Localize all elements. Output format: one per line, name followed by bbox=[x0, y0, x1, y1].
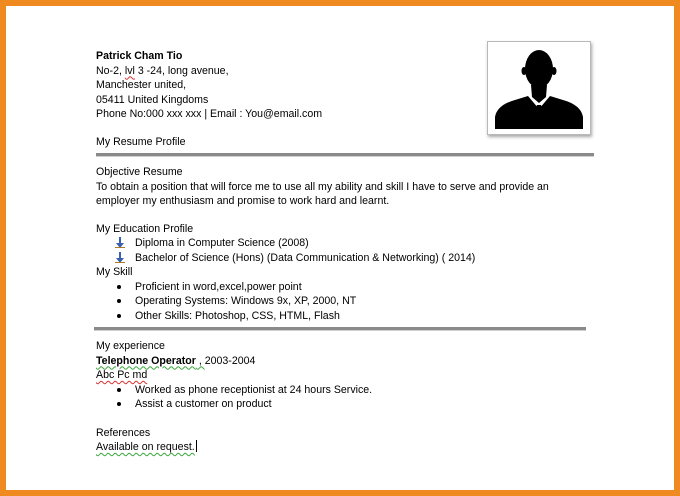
address-lvl: lvl bbox=[124, 64, 135, 77]
education-heading: My Education Profile bbox=[96, 222, 194, 235]
address-suffix: 3 -24, long avenue, bbox=[134, 64, 229, 77]
resume-profile-heading: My Resume Profile bbox=[96, 135, 186, 148]
list-item bbox=[96, 236, 656, 251]
arrow-bullet-icon bbox=[115, 237, 125, 248]
references-text: Available on request. bbox=[96, 441, 195, 453]
list-item bbox=[96, 397, 656, 412]
skill-list bbox=[96, 280, 656, 324]
skill-item-label: Other Skills: Photoshop, CSS, HTML, Flash bbox=[135, 309, 340, 322]
list-item bbox=[96, 294, 656, 309]
skill-item-label: Operating Systems: Windows 9x, XP, 2000, NT bbox=[135, 295, 357, 307]
skill-item-label: Proficient in word,excel,power point bbox=[135, 280, 302, 293]
phone-email: Phone No:000 xxx xxx | Email : You@email.com bbox=[96, 108, 323, 120]
job-separator: , bbox=[195, 354, 205, 367]
education-item-label: Diploma in Computer Science (2008) bbox=[135, 237, 309, 249]
list-item bbox=[96, 383, 656, 398]
job-years: 2003-2004 bbox=[204, 354, 256, 367]
objective-text: To obtain a position that will force me to use all my ability and skill I have to serve and provide an employer my enthusiasm and promise to work hard and learnt. bbox=[96, 180, 549, 207]
text-cursor bbox=[196, 440, 198, 452]
job-line bbox=[96, 354, 656, 369]
experience-heading: My experience bbox=[96, 340, 165, 352]
section-divider bbox=[96, 153, 594, 157]
bullet-dot-icon bbox=[117, 402, 121, 406]
skill-heading: My Skill bbox=[96, 266, 133, 278]
bullet-dot-icon bbox=[117, 314, 121, 318]
arrow-bullet-icon bbox=[115, 252, 125, 263]
bullet-dot-icon bbox=[117, 388, 121, 392]
company-line bbox=[96, 368, 656, 383]
address-prefix: No-2, bbox=[96, 64, 125, 77]
company-name: Abc Pc md bbox=[96, 369, 148, 381]
objective-heading: Objective Resume bbox=[96, 166, 183, 178]
address-line-1 bbox=[96, 64, 656, 79]
references-heading: References bbox=[96, 426, 151, 439]
address-line-2: Manchester united, bbox=[96, 79, 187, 91]
experience-item-label: Assist a customer on product bbox=[135, 398, 272, 410]
list-item bbox=[96, 251, 656, 266]
experience-list bbox=[96, 383, 656, 412]
section-divider bbox=[94, 327, 586, 331]
list-item bbox=[96, 309, 656, 324]
bullet-dot-icon bbox=[117, 299, 121, 303]
education-list bbox=[96, 236, 656, 265]
address-line-3: 05411 United Kingdoms bbox=[96, 93, 209, 106]
resume-document bbox=[96, 49, 656, 455]
experience-item-label: Worked as phone receptionist at 24 hours Service. bbox=[135, 383, 373, 396]
job-title: Telephone Operator bbox=[96, 354, 196, 367]
bullet-dot-icon bbox=[117, 285, 121, 289]
education-item-label: Bachelor of Science (Hons) (Data Communication & Networking) ( 2014) bbox=[135, 251, 476, 264]
references-line[interactable] bbox=[96, 440, 656, 455]
list-item bbox=[96, 280, 656, 295]
contact-name: Patrick Cham Tio bbox=[96, 50, 183, 62]
